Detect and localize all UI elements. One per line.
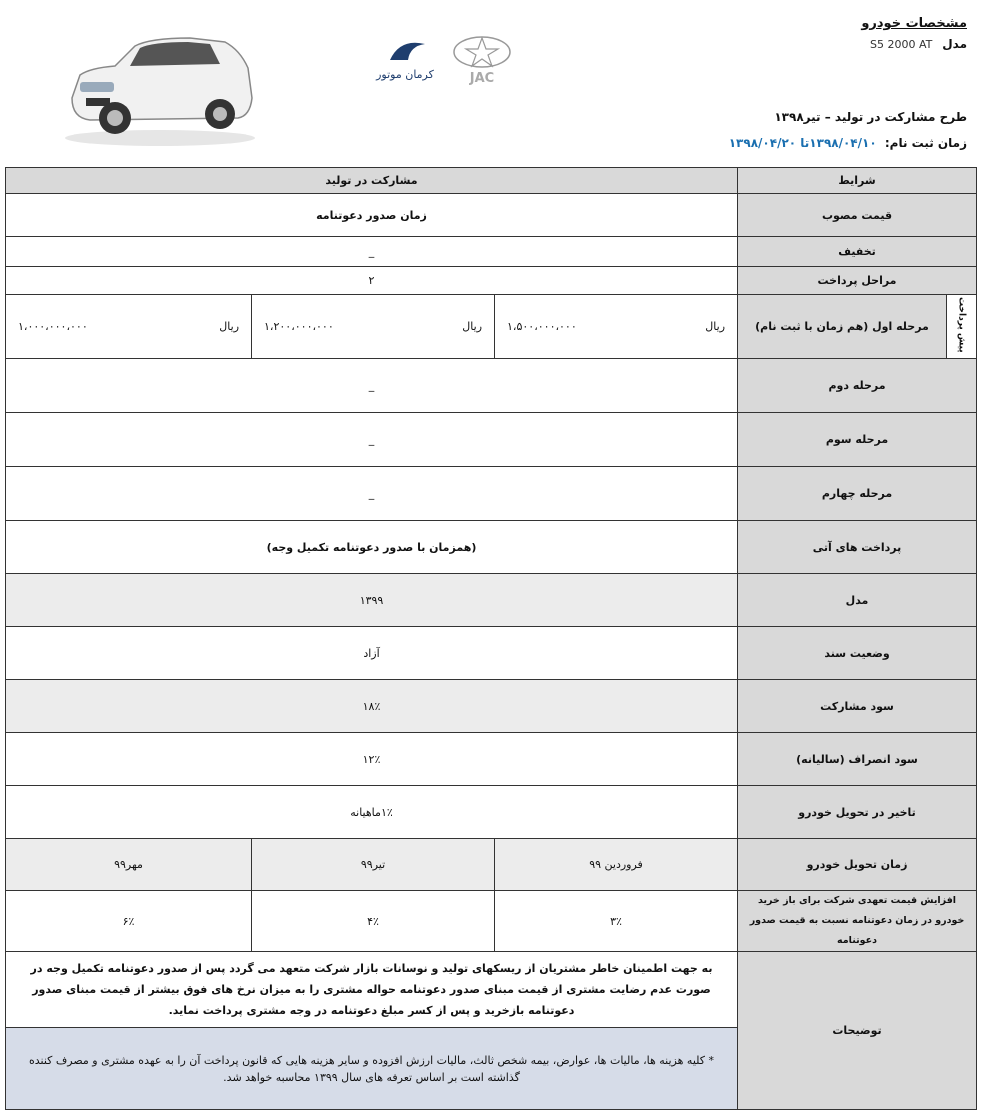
row-label: افزایش قیمت تعهدی شرکت برای باز خرید خودرو در زمان دعوتنامه نسبت به قیمت صدور دعوتنامه: [738, 891, 977, 952]
table-row: [6, 891, 977, 952]
car-image: [60, 20, 260, 150]
row-label: تخفیف: [738, 237, 977, 267]
table-row: [6, 295, 977, 359]
row-label: مرحله سوم: [738, 413, 977, 467]
row-value: ۱۲٪: [6, 733, 738, 786]
table-row: [6, 574, 977, 627]
notes-main-text: به جهت اطمینان خاطر مشتریان از ریسکهای تولید و نوسانات بازار شرکت متعهد می گردد پس از صدور دعوتنامه تکمیل وجه در صورت عدم رضایت مشتری از قیمت مبنای صدور دعوتنامه حواله مشتری را به میزان نرخ های فوق بیشتر از قیمت مبنای صدور دعوتنامه بازخرید و پس از کسر مبلغ دعوتنامه در وجه مشتری پرداخت نماید.: [6, 952, 738, 1028]
spec-header: [861, 16, 967, 51]
row-label: سود انصراف (سالیانه): [738, 733, 977, 786]
table-row: [6, 680, 977, 733]
row-value: _: [6, 237, 738, 267]
stage1-amount-1: ریال ۱،۵۰۰،۰۰۰،۰۰۰: [495, 295, 738, 359]
registration-dates: ۱۳۹۸/۰۴/۱۰تا ۱۳۹۸/۰۴/۲۰: [728, 136, 877, 150]
table-row: [6, 733, 977, 786]
table-row: [6, 194, 977, 237]
row-value: زمان صدور دعوتنامه: [6, 194, 738, 237]
row-value: آزاد: [6, 627, 738, 680]
registration-label: زمان ثبت نام:: [884, 136, 967, 150]
row-value: ۱۳۹۹: [6, 574, 738, 627]
row-label: زمان تحویل خودرو: [738, 839, 977, 891]
row-value: _: [6, 467, 738, 521]
jac-logo-icon: [454, 37, 510, 86]
kerman-logo-text: کرمان موتور: [376, 68, 434, 81]
stage1-amount-3: ریال ۱،۰۰۰،۰۰۰،۰۰۰: [6, 295, 252, 359]
plan-title: طرح مشارکت در تولید – تیر۱۳۹۸: [774, 110, 967, 124]
row-value: (همزمان با صدور دعوتنامه تکمیل وجه): [6, 521, 738, 574]
prepayment-side-label: پیش پرداخت: [947, 295, 977, 359]
header-conditions: شرایط: [738, 168, 977, 194]
table-row: [6, 521, 977, 574]
row-label: وضعیت سند: [738, 627, 977, 680]
row-label: مدل: [738, 574, 977, 627]
conditions-table: [5, 167, 977, 1110]
registration-time: [729, 136, 967, 150]
table-row: [6, 413, 977, 467]
row-value: _: [6, 359, 738, 413]
table-row: [6, 952, 977, 1028]
row-label: مرحله دوم: [738, 359, 977, 413]
table-row: [6, 839, 977, 891]
increase-value-3: ۶٪: [6, 891, 252, 952]
delivery-date-1: فروردین ۹۹: [495, 839, 738, 891]
kerman-motor-logo-icon: [375, 43, 435, 81]
row-value: ۱٪ماهیانه: [6, 786, 738, 839]
brand-logos: [370, 30, 520, 90]
row-label: تاخیر در تحویل خودرو: [738, 786, 977, 839]
header-participation: مشارکت در تولید: [6, 168, 738, 194]
table-row: [6, 267, 977, 295]
row-label: سود مشارکت: [738, 680, 977, 733]
model-label: مدل: [942, 37, 967, 51]
row-label: مرحله اول (هم زمان با ثبت نام): [738, 295, 947, 359]
notes-footnote: * کلیه هزینه ها، مالیات ها، عوارض، بیمه شخص ثالث، مالیات ارزش افزوده و سایر هزینه هایی که قانون پرداخت آن را به عهده مشتری و مصرف کننده گذاشته است بر اساس تعرفه های سال ۱۳۹۹ محاسبه خواهد شد.: [6, 1028, 738, 1110]
table-row: [6, 627, 977, 680]
row-value: ۲: [6, 267, 738, 295]
row-value: ۱۸٪: [6, 680, 738, 733]
row-label: پرداخت های آتی: [738, 521, 977, 574]
model-row: [861, 37, 967, 51]
table-row: [6, 237, 977, 267]
stage1-amount-2: ریال ۱،۲۰۰،۰۰۰،۰۰۰: [252, 295, 495, 359]
increase-value-1: ۳٪: [495, 891, 738, 952]
notes-label: توضیحات: [738, 952, 977, 1110]
delivery-date-2: تیر۹۹: [252, 839, 495, 891]
table-row: [6, 786, 977, 839]
delivery-date-3: مهر۹۹: [6, 839, 252, 891]
table-header-row: [6, 168, 977, 194]
jac-logo-text: JAC: [469, 71, 495, 86]
spec-title: مشخصات خودرو: [861, 16, 967, 31]
table-row: [6, 467, 977, 521]
row-label: قیمت مصوب: [738, 194, 977, 237]
row-label: مراحل پرداخت: [738, 267, 977, 295]
increase-value-2: ۴٪: [252, 891, 495, 952]
row-value: _: [6, 413, 738, 467]
row-label: مرحله چهارم: [738, 467, 977, 521]
table-row: [6, 359, 977, 413]
model-value: S5 2000 AT: [870, 38, 933, 51]
